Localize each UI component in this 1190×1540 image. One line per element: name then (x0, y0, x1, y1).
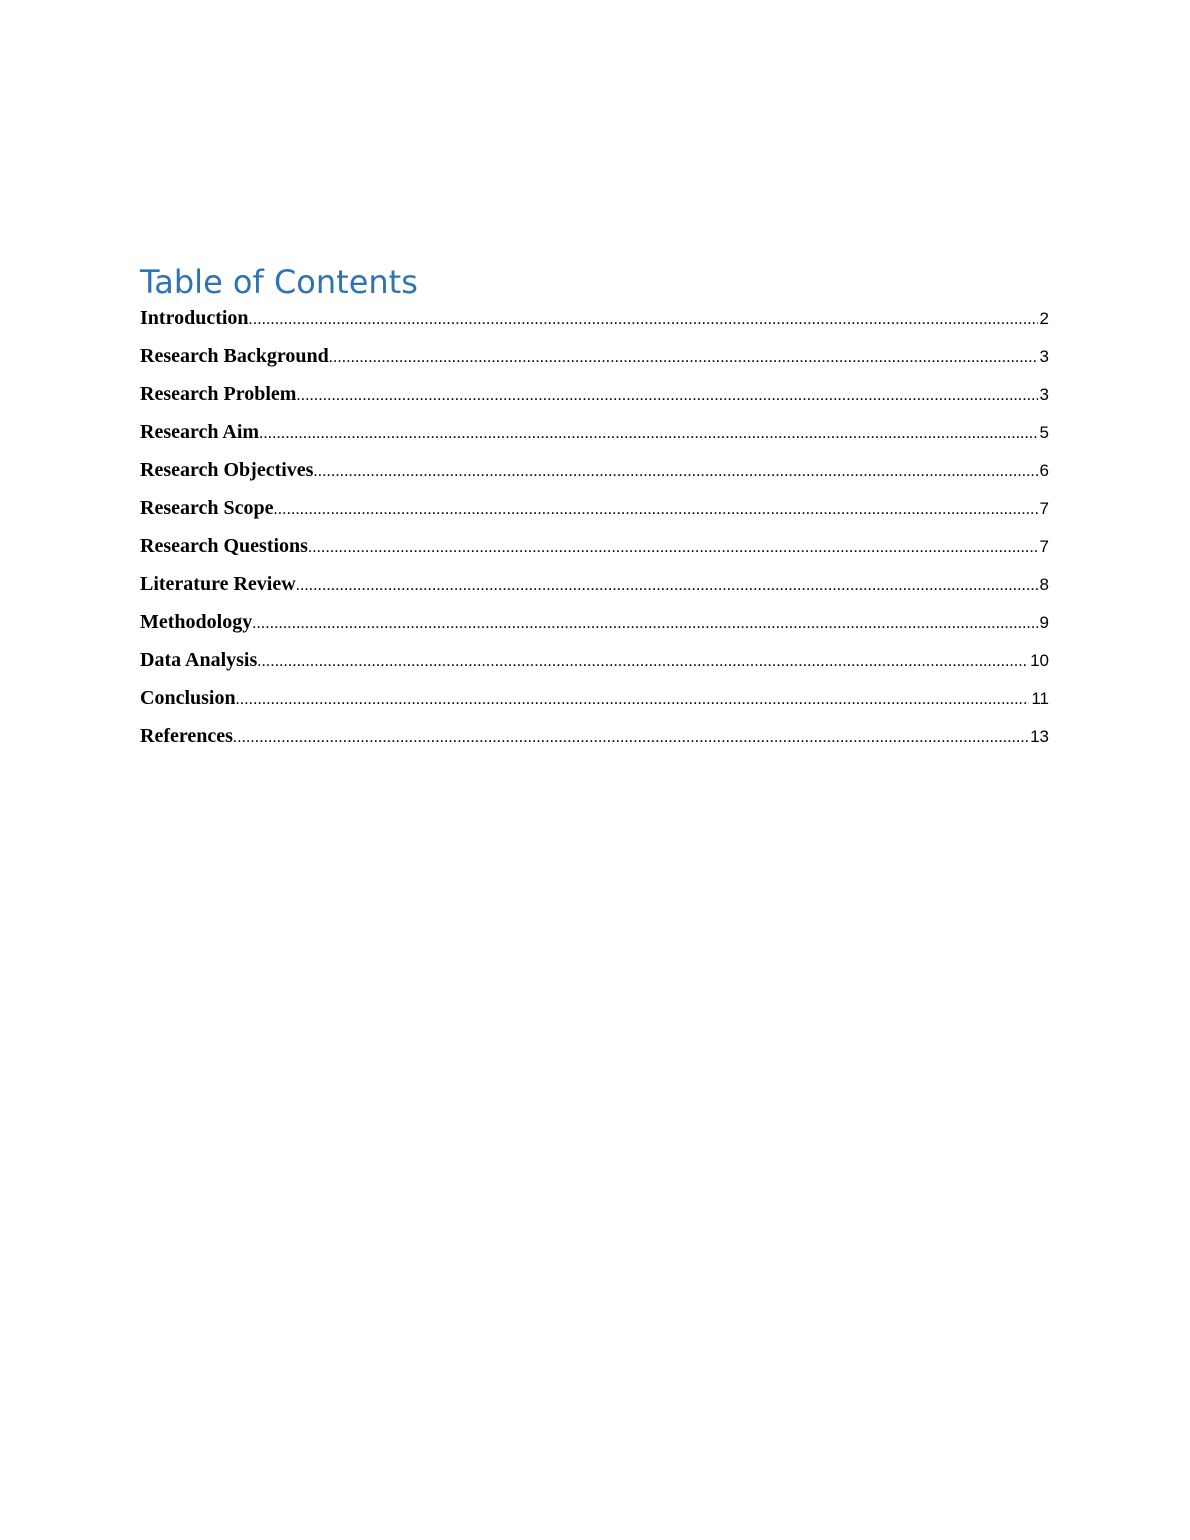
toc-entry-label: Research Objectives (140, 459, 314, 481)
toc-dot-leader (308, 532, 1038, 564)
toc-dot-leader (252, 608, 1037, 640)
toc-entry-page: 11 (1031, 689, 1049, 708)
toc-entry[interactable] (140, 606, 1049, 644)
toc-entry-page: 10 (1030, 651, 1049, 670)
toc-entry-label: Research Scope (140, 497, 274, 519)
toc-entry-label: Methodology (140, 611, 253, 633)
toc-entry-page: 3 (1039, 347, 1049, 366)
toc-entry-label: Research Problem (140, 383, 297, 405)
toc-dot-leader (257, 646, 1028, 678)
toc-dot-leader (296, 570, 1038, 602)
toc-entry[interactable] (140, 492, 1049, 530)
toc-entry[interactable] (140, 720, 1049, 758)
toc-dot-leader (249, 304, 1038, 336)
toc-entry-label: Research Aim (140, 421, 260, 443)
toc-entry-page: 7 (1039, 537, 1049, 556)
toc-entry-page: 3 (1039, 385, 1049, 404)
toc-entry-page: 13 (1030, 727, 1049, 746)
toc-entry-page: 2 (1039, 309, 1049, 328)
toc-title: Table of Contents (140, 263, 418, 301)
table-of-contents (140, 262, 1049, 747)
toc-dot-leader (233, 722, 1028, 754)
toc-entry-label: Research Background (140, 345, 329, 367)
toc-entry-page: 8 (1039, 575, 1049, 594)
toc-entry-page: 9 (1039, 613, 1049, 632)
toc-dot-leader (274, 494, 1038, 526)
toc-entry[interactable] (140, 644, 1049, 682)
toc-list (140, 302, 1049, 758)
toc-dot-leader (329, 342, 1038, 374)
toc-entry[interactable] (140, 454, 1049, 492)
toc-entry[interactable] (140, 530, 1049, 568)
toc-entry[interactable] (140, 416, 1049, 454)
toc-entry-label: Literature Review (140, 573, 296, 595)
toc-dot-leader (296, 380, 1037, 412)
toc-entry-page: 6 (1039, 461, 1049, 480)
toc-entry-label: Research Questions (140, 535, 308, 557)
toc-entry-label: Data Analysis (140, 649, 258, 671)
toc-entry-page: 5 (1039, 423, 1049, 442)
toc-entry[interactable] (140, 682, 1049, 720)
toc-entry[interactable] (140, 302, 1049, 340)
toc-entry[interactable] (140, 568, 1049, 606)
toc-entry-label: References (140, 725, 233, 747)
toc-dot-leader (236, 684, 1030, 716)
toc-entry-label: Conclusion (140, 687, 236, 709)
toc-dot-leader (259, 418, 1037, 450)
toc-dot-leader (313, 456, 1037, 488)
toc-entry-label: Introduction (140, 307, 249, 329)
toc-entry[interactable] (140, 378, 1049, 416)
toc-entry[interactable] (140, 340, 1049, 378)
toc-entry-page: 7 (1039, 499, 1049, 518)
